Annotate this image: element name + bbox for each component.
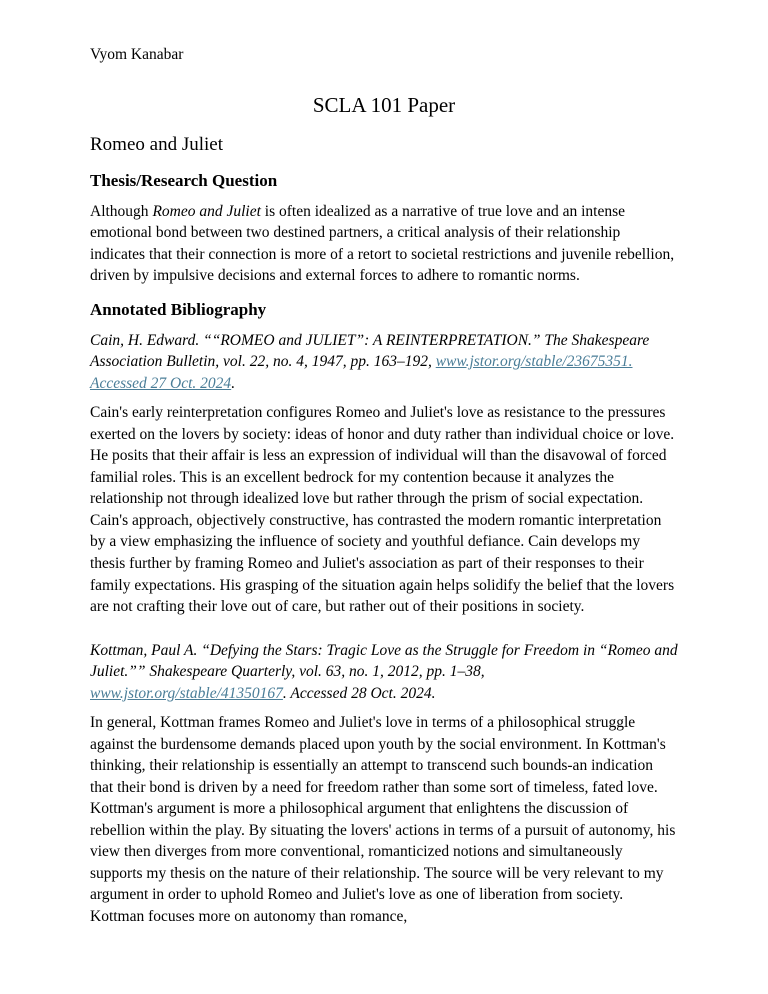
citation-kottman (90, 640, 678, 705)
text-run: Romeo and Juliet (152, 202, 261, 220)
text-run: . Accessed 28 Oct. 2024. (282, 684, 436, 702)
annotation-cain: Cain's early reinterpretation configures Romeo and Juliet's love as resistance to the pressures exerted on the lovers by society: ideas of honor and duty rather than individual choice or love. He posits that their affair is less an expression of individual will than the disavowal of forced familial roles. This is an excellent bedrock for my contention because it analyzes the relationship not through idealized love but rather through the prism of social expectation. Cain's approach, objectively constructive, has contrasted the modern romantic interpretation by a view emphasizing the influence of society and youthful defiance. Cain develops my thesis further by framing Romeo and Juliet's association as part of their responses to their family expectations. His grasping of the situation again helps solidify the belief that the lovers are not crafting their love out of care, but rather out of their positions in society. (90, 404, 675, 616)
annotation-kottman: In general, Kottman frames Romeo and Juliet's love in terms of a philosophical struggle against the burdensome demands placed upon youth by the social environment. In Kottman's thinking, their relationship is essentially an attempt to transcend such bounds-an indication that their bond is driven by a need for freedom rather than some sort of timeless, fated love. Kottman's argument is more a philosophical argument that enlightens the discussion of rebellion within the play. By situating the lovers' actions in terms of a pursuit of autonomy, his view then diverges from more conventional, romanticized notions and simultaneously supports my thesis on the nature of their relationship. The source will be very relevant to my argument in order to uphold Romeo and Juliet's love as one of liberation from society. Kottman focuses more on autonomy than romance, (90, 714, 676, 925)
author-name: Vyom Kanabar (90, 46, 184, 63)
section-heading-bibliography: Annotated Bibliography (90, 299, 267, 319)
text-run: Cain, H. Edward. ““ROMEO and JULIET”: A REINTERPRETATION.” The Shakespeare Association Bulletin, vol. 22, no. 4, 1947, pp. 163–192, (90, 331, 650, 371)
blank-line-spacer (90, 625, 678, 640)
text-run: Kottman, Paul A. “Defying the Stars: Tragic Love as the Struggle for Freedom in “Romeo and Juliet.”” Shakespeare Quarterly, vol. 63, no. 1, 2012, pp. 1–38, (90, 641, 678, 681)
thesis-paragraph (90, 201, 678, 287)
citation-cain-jstor-link[interactable]: www.jstor.org/stable/23675351. Accessed 27 Oct. 2024 (90, 353, 633, 392)
text-run: Although (90, 202, 153, 220)
text-run: . (231, 374, 236, 392)
paper-title: SCLA 101 Paper (312, 92, 456, 117)
citation-kottman-jstor-link[interactable]: www.jstor.org/stable/41350167 (90, 684, 283, 702)
text-run: is often idealized as a narrative of true love and an intense emotional bond between two destined partners, a critical analysis of their relationship indicates that their connection is more of a retort to societal restrictions and juvenile rebellion, driven by impulsive decisions and external forces to adhere to romantic norms. (90, 202, 675, 285)
section-heading-thesis: Thesis/Research Question (90, 170, 278, 190)
book-title-heading: Romeo and Juliet (90, 133, 223, 155)
citation-cain (90, 330, 678, 395)
